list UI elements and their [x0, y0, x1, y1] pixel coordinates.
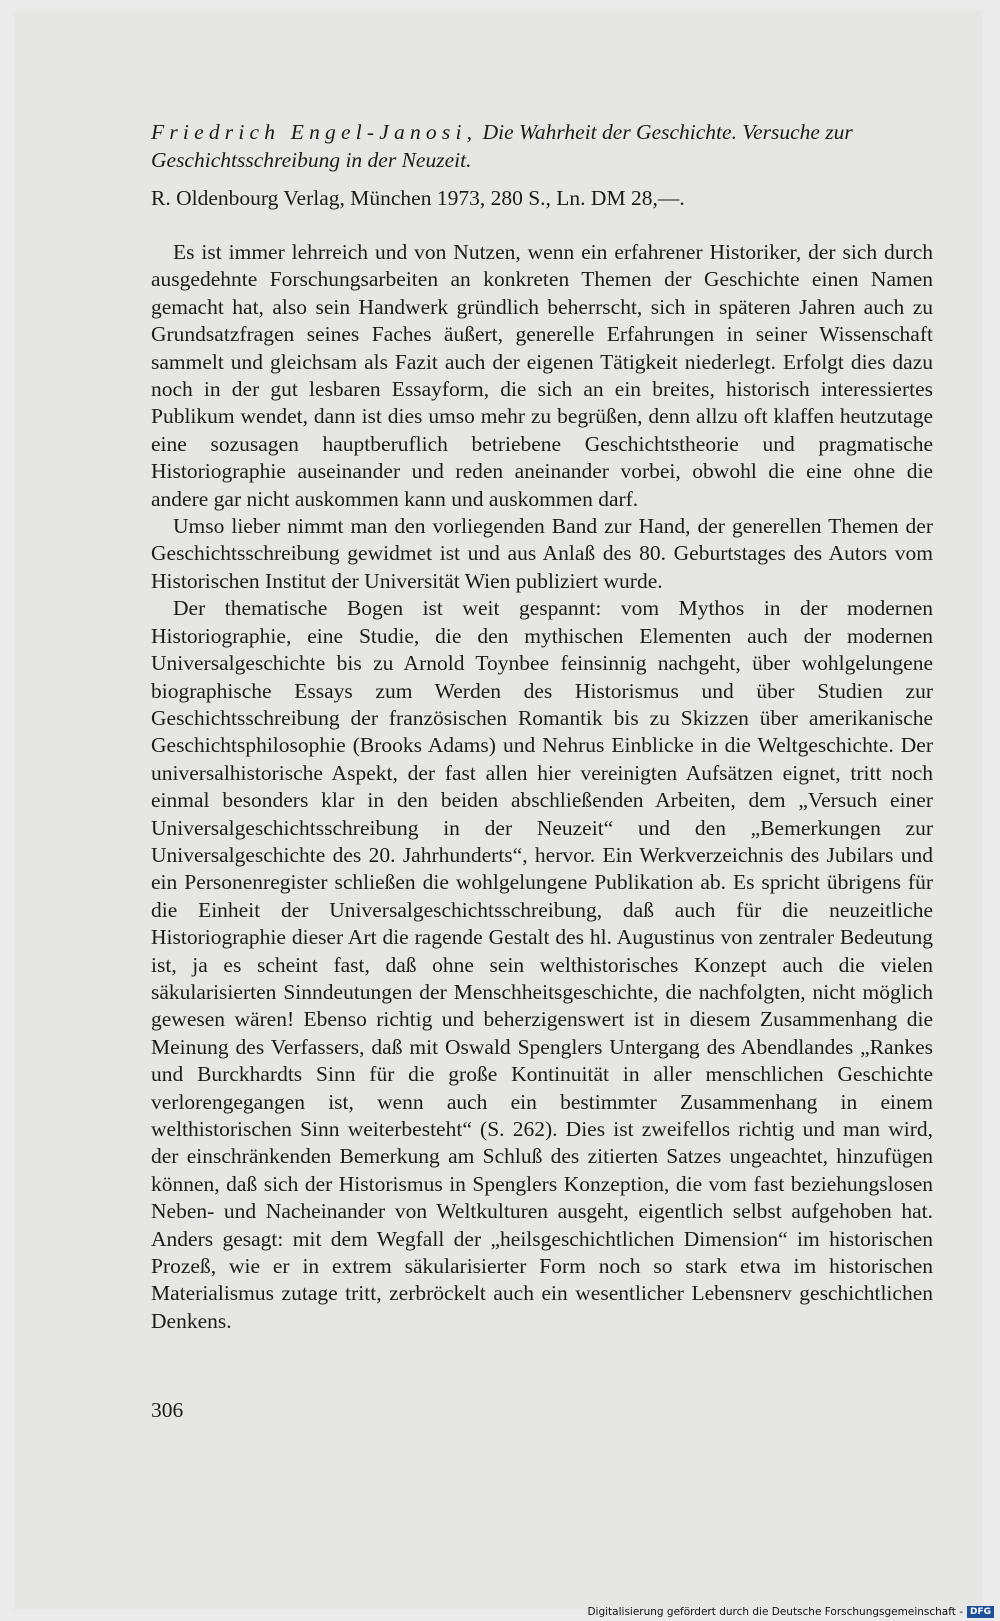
- book-title: Die Wahrheit der Geschichte. Versuche zur Geschichtsschreibung in der Neuzeit.: [151, 120, 853, 172]
- publisher-line: R. Oldenbourg Verlag, München 1973, 280 S., Ln. DM 28,—.: [151, 186, 685, 210]
- footer-credit: Digitalisierung gefördert durch die Deutsche Forschungsgemeinschaft -: [587, 1606, 963, 1618]
- digitization-footer: [587, 1606, 994, 1618]
- dfg-logo-icon: DFG: [967, 1606, 994, 1618]
- page-number: 306: [151, 1398, 184, 1422]
- paragraph-3: Der thematische Bogen ist weit gespannt: vom Mythos in der modernen Historiographie, eine Studie, die den mythischen Elementen auch der modernen Universalgeschichte bis zu Arnold Toynbee feinsinnig nachgeht, über wohlgelungene biographische Essays zum Werden des Historismus und über Studien zur Geschichtsschreibung der französischen Romantik bis zu Skizzen über amerikanische Geschichtsphilosophie (Brooks Adams) und Nehrus Einblicke in die Weltgeschichte. Der universalhistorische Aspekt, der fast allen hier vereinigten Aufsätzen eignet, tritt noch einmal besonders klar in den beiden abschließenden Arbeiten, dem „Versuch einer Universalgeschichtsschreibung in der Neuzeit“ und den „Bemerkungen zur Universalgeschichte des 20. Jahrhunderts“, hervor. Ein Werkverzeichnis des Jubilars und ein Personenregister schließen die wohlgelungene Publikation ab. Es spricht übrigens für die Einheit der Universalgeschichtsschreibung, daß auch für die neuzeitliche Historiographie dieser Art die ragende Gestalt des hl. Augustinus von zentraler Bedeutung ist, ja es scheint fast, daß ohne sein welthistorisches Konzept auch die vielen säkularisierten Sinndeutungen der Menschheitsgeschichte, die nachfolgten, nicht möglich gewesen wären! Ebenso richtig und beherzigenswert ist in diesem Zusammenhang die Meinung des Verfassers, daß mit Oswald Spenglers Untergang des Abendlandes „Rankes und Burckhardts Sinn für die große Kontinuität in aller menschlichen Geschichte verlorengegangen ist, wenn auch ein bestimmter Zusammenhang in einem welthistorischen Sinn weiterbesteht“ (S. 262). Dies ist zweifellos richtig und man wird, der einschränkenden Bemerkung am Schluß des zitierten Satzes ungeachtet, hinzufügen können, daß sich der Historismus in Spenglers Konzeption, die vom fast beziehungslosen Neben- und Nacheinander von Weltkulturen ausgeht, eigentlich selbst aufgehoben hat. Anders gesagt: mit dem Wegfall der „heilsgeschichtlichen Dimension“ im historischen Prozeß, wie er in extrem säkularisierter Form noch so stark etwa im historischen Materialismus zutage tritt, zerbröckelt auch ein wesentlicher Lebensnerv geschichtlichen Denkens.: [151, 596, 933, 1333]
- paragraph-2: Umso lieber nimmt man den vorliegenden Band zur Hand, der generellen Themen der Geschichtsschreibung gewidmet ist und aus Anlaß des 80. Geburtstages des Autors vom Historischen Institut der Universität Wien publiziert wurde.: [151, 514, 933, 593]
- book-author: Friedrich Engel-Janosi,: [151, 120, 478, 144]
- review-body: [151, 239, 933, 1335]
- review-text-block: [151, 118, 933, 1335]
- paragraph-1: Es ist immer lehrreich und von Nutzen, wenn ein erfahrener Historiker, der sich durch ausgedehnte Forschungsarbeiten an konkreten Themen der Geschichte einen Namen gemacht hat, also sein Handwerk gründlich beherrscht, sich in späteren Jahren auch zu Grundsatzfragen seines Faches äußert, generelle Erfahrungen in seiner Wissenschaft sammelt und gleichsam als Fazit auch der eigenen Tätigkeit niederlegt. Erfolgt dies dazu noch in der gut lesbaren Essayform, die sich an ein breites, historisch interessiertes Publikum wendet, dann ist dies umso mehr zu begrüßen, denn allzu oft klaffen heutzutage eine sozusagen hauptberuflich betriebene Geschichtstheorie und pragmatische Historiographie auseinander und reden aneinander vorbei, obwohl die eine ohne die andere gar nicht auskommen kann und auskommen darf.: [151, 240, 933, 511]
- book-heading: [151, 118, 933, 174]
